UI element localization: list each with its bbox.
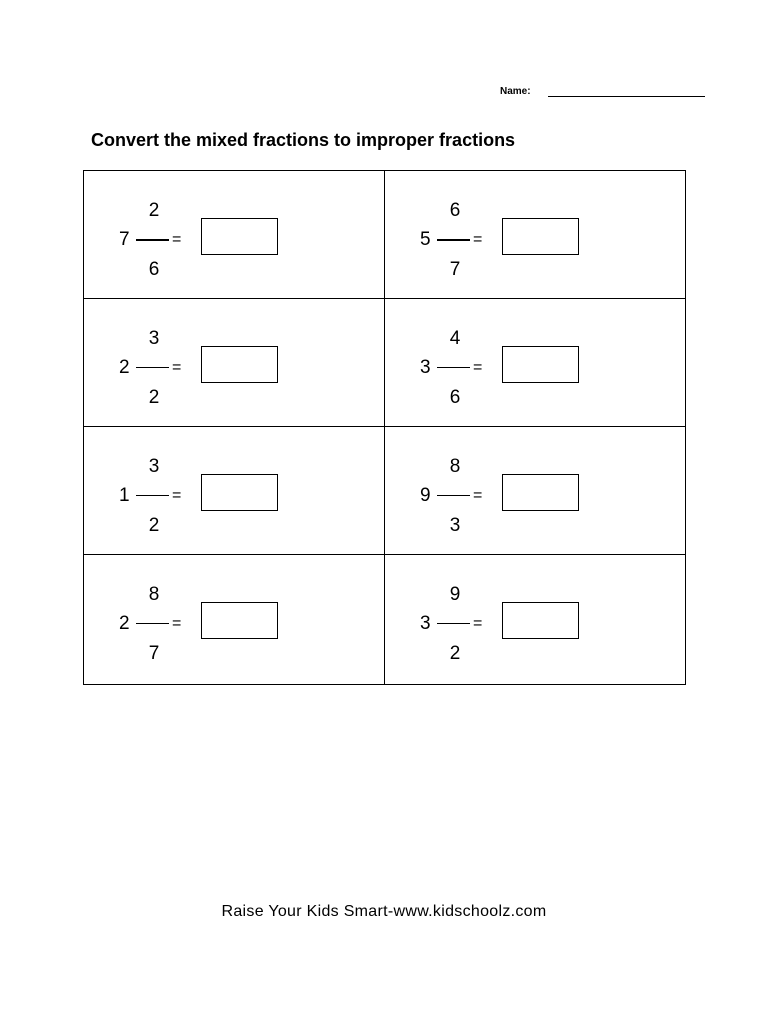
problem-cell bbox=[84, 427, 385, 555]
denominator: 2 bbox=[148, 387, 160, 408]
denominator: 6 bbox=[148, 259, 160, 280]
problem-cell bbox=[84, 555, 385, 684]
equals-sign: = bbox=[473, 359, 483, 376]
numerator: 9 bbox=[449, 584, 461, 605]
numerator: 8 bbox=[449, 456, 461, 477]
numerator: 8 bbox=[148, 584, 160, 605]
problem-cell bbox=[84, 171, 385, 299]
denominator: 6 bbox=[449, 387, 461, 408]
denominator: 2 bbox=[449, 643, 461, 664]
whole-number: 5 bbox=[420, 229, 431, 250]
numerator: 3 bbox=[148, 328, 160, 349]
fraction-bar bbox=[437, 623, 470, 624]
whole-number: 2 bbox=[119, 613, 130, 634]
equals-sign: = bbox=[172, 231, 182, 248]
problem-cell bbox=[385, 427, 685, 555]
whole-number: 7 bbox=[119, 229, 130, 250]
numerator: 4 bbox=[449, 328, 461, 349]
equals-sign: = bbox=[473, 231, 483, 248]
numerator: 2 bbox=[148, 200, 160, 221]
equals-sign: = bbox=[172, 615, 182, 632]
equals-sign: = bbox=[473, 615, 483, 632]
fraction-bar bbox=[437, 367, 470, 368]
problem-cell bbox=[385, 299, 685, 427]
answer-box[interactable] bbox=[201, 346, 278, 383]
answer-box[interactable] bbox=[502, 346, 579, 383]
denominator: 3 bbox=[449, 515, 461, 536]
numerator: 6 bbox=[449, 200, 461, 221]
fraction-bar bbox=[437, 239, 470, 241]
problem-grid bbox=[83, 170, 686, 685]
answer-box[interactable] bbox=[502, 602, 579, 639]
equals-sign: = bbox=[172, 487, 182, 504]
equals-sign: = bbox=[172, 359, 182, 376]
denominator: 7 bbox=[148, 643, 160, 664]
answer-box[interactable] bbox=[502, 474, 579, 511]
answer-box[interactable] bbox=[201, 602, 278, 639]
whole-number: 2 bbox=[119, 357, 130, 378]
denominator: 7 bbox=[449, 259, 461, 280]
problem-cell bbox=[84, 299, 385, 427]
answer-box[interactable] bbox=[201, 474, 278, 511]
whole-number: 3 bbox=[420, 613, 431, 634]
fraction-bar bbox=[437, 495, 470, 496]
problem-cell bbox=[385, 171, 685, 299]
answer-box[interactable] bbox=[502, 218, 579, 255]
fraction-bar bbox=[136, 239, 169, 241]
whole-number: 9 bbox=[420, 485, 431, 506]
name-label: Name: bbox=[500, 86, 531, 97]
name-input-line[interactable] bbox=[548, 96, 705, 97]
equals-sign: = bbox=[473, 487, 483, 504]
problem-cell bbox=[385, 555, 685, 684]
fraction-bar bbox=[136, 623, 169, 624]
footer-text: Raise Your Kids Smart-www.kidschoolz.com bbox=[221, 903, 547, 920]
whole-number: 1 bbox=[119, 485, 130, 506]
whole-number: 3 bbox=[420, 357, 431, 378]
numerator: 3 bbox=[148, 456, 160, 477]
answer-box[interactable] bbox=[201, 218, 278, 255]
worksheet-title: Convert the mixed fractions to improper fractions bbox=[91, 130, 516, 150]
fraction-bar bbox=[136, 367, 169, 368]
denominator: 2 bbox=[148, 515, 160, 536]
fraction-bar bbox=[136, 495, 169, 496]
